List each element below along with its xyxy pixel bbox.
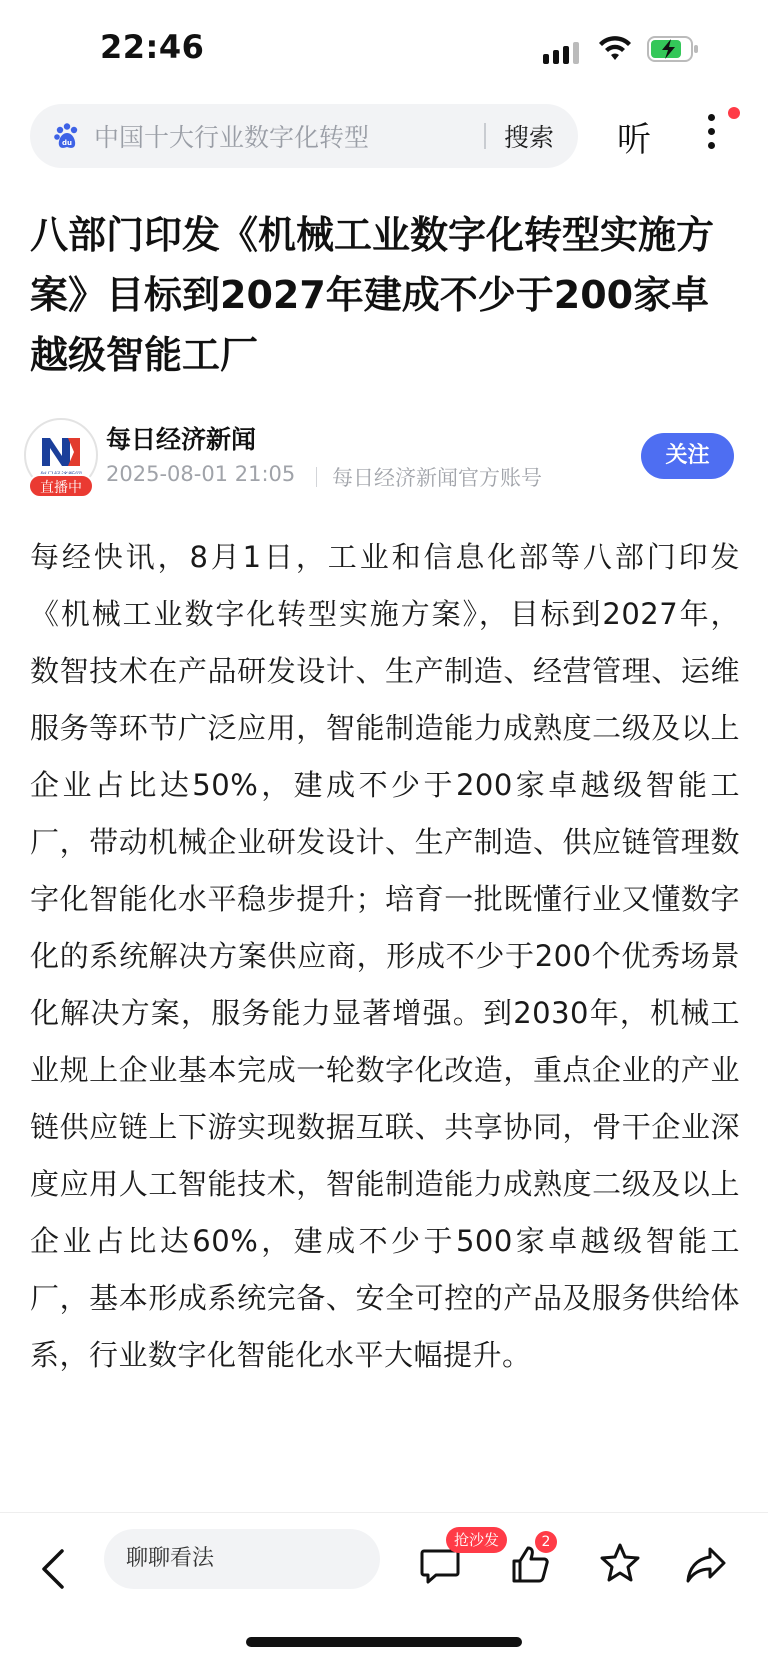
bottom-action-bar xyxy=(0,1512,768,1665)
live-badge[interactable]: 直播中 xyxy=(28,474,94,498)
status-bar xyxy=(0,0,768,100)
search-divider xyxy=(484,123,486,149)
home-indicator[interactable] xyxy=(246,1637,522,1647)
wifi-icon xyxy=(598,36,632,62)
svg-text:du: du xyxy=(62,139,72,147)
baidu-paw-icon xyxy=(52,121,82,151)
author-name[interactable]: 每日经济新闻 xyxy=(106,425,257,454)
like-count-badge: 2 xyxy=(535,1531,557,1553)
share-icon[interactable] xyxy=(684,1543,728,1587)
back-arrow-icon[interactable] xyxy=(38,1547,68,1591)
article-title: 八部门印发《机械工业数字化转型实施方案》目标到2027年建成不少于200家卓越级智能工厂 xyxy=(30,213,715,377)
account-type: 每日经济新闻官方账号 xyxy=(332,466,542,490)
publish-time: 2025-08-01 21:05 xyxy=(106,462,296,486)
search-button[interactable]: 搜索 xyxy=(503,123,554,152)
cellular-signal-icon xyxy=(543,42,579,64)
battery-charging-icon xyxy=(647,36,699,62)
meta-divider xyxy=(316,467,317,487)
follow-button[interactable]: 关注 xyxy=(641,433,734,479)
search-bar[interactable] xyxy=(30,104,578,168)
more-options-icon[interactable] xyxy=(706,114,716,156)
status-time: 22:46 xyxy=(100,28,205,66)
star-icon[interactable] xyxy=(598,1541,642,1585)
comment-input[interactable]: 聊聊看法 xyxy=(104,1529,380,1589)
search-input[interactable]: 中国十大行业数字化转型 xyxy=(94,123,370,152)
article-body: 每经快讯，8月1日，工业和信息化部等八部门印发《机械工业数字化转型实施方案》，目标到2027年，数智技术在产品研发设计、生产制造、经营管理、运维服务等环节广泛应用，智能制造能力成熟度二级及以上企业占比达50%，建成不少于200家卓越级智能工厂，带动机械企业研发设计、生产制造、供应链管理数字化智能化水平稳步提升；培育一批既懂行业又懂数字化的系统解决方案供应商，形成不少于200个优秀场景化解决方案，服务能力显著增强。到2030年，机械工业规上企业基本完成一轮数字化改造，重点企业的产业链供应链上下游实现数据互联、共享协同，骨干企业深度应用人工智能技术，智能制造能力成熟度二级及以上企业占比达60%，建成不少于500家卓越级智能工厂，基本形成系统完备、安全可控的产品及服务供给体系，行业数字化智能化水平大幅提升。 xyxy=(30,540,740,1372)
listen-button[interactable]: 听 xyxy=(617,120,651,160)
sofa-badge: 抢沙发 xyxy=(446,1527,507,1553)
notification-dot xyxy=(728,107,740,119)
